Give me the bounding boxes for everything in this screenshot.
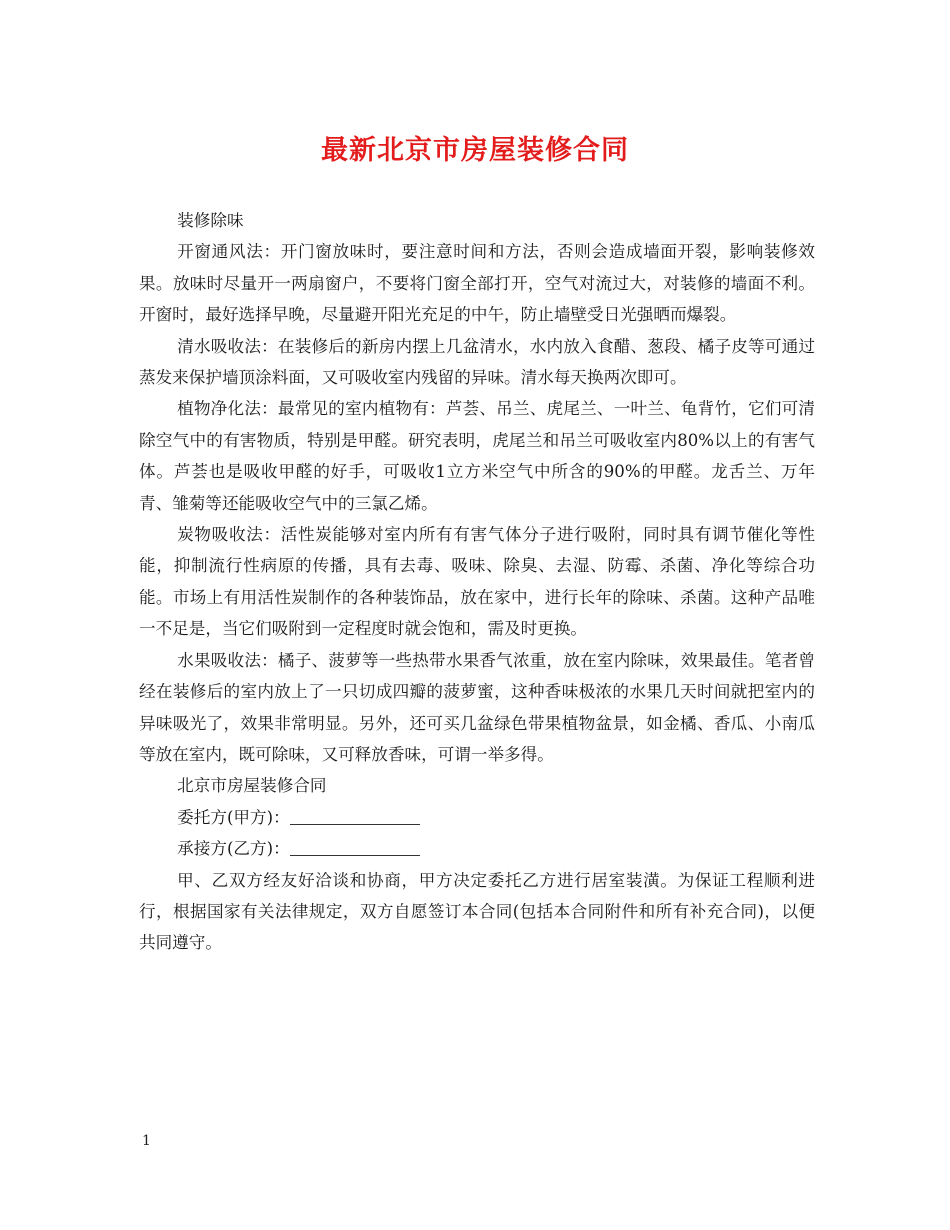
paragraph-agreement: 甲、乙双方经友好洽谈和协商，甲方决定委托乙方进行居室装潢。为保证工程顺利进行，根据国家有关法律规定，双方自愿签订本合同(包括本合同附件和所有补充合同)，以便共同遵守。 <box>139 870 815 953</box>
contract-heading: 北京市房屋装修合同 <box>177 776 327 796</box>
party-b-line <box>139 833 815 864</box>
paragraph-fruit-absorption: 水果吸收法：橘子、菠萝等一些热带水果香气浓重，放在室内除味，效果最佳。笔者曾经在装修后的室内放上了一只切成四瓣的菠萝蜜，这种香味极浓的水果几天时间就把室内的异味吸光了，效果非常明显。另外，还可买几盆绿色带果植物盆景，如金橘、香瓜、小南瓜等放在室内，既可除味，又可释放香味，可谓一举多得。 <box>139 650 815 764</box>
paragraph-charcoal-absorption: 炭物吸收法：活性炭能够对室内所有有害气体分子进行吸附，同时具有调节催化等性能，抑制流行性病原的传播，具有去毒、吸味、除臭、去湿、防霉、杀菌、净化等综合功能。市场上有用活性炭制作的各种装饰品，放在家中，进行长年的除味、杀菌。这种产品唯一不足是，当它们吸附到一定程度时就会饱和，需及时更换。 <box>139 525 815 639</box>
party-a-line <box>139 802 815 833</box>
paragraph-ventilation: 开窗通风法：开门窗放味时，要注意时间和方法，否则会造成墙面开裂，影响装修效果。放味时尽量开一两扇窗户，不要将门窗全部打开，空气对流过大，对装修的墙面不利。开窗时，最好选择早晚，尽量避开阳光充足的中午，防止墙壁受日光强晒而爆裂。 <box>139 242 815 325</box>
paragraph-water-absorption: 清水吸收法：在装修后的新房内摆上几盆清水，水内放入食醋、葱段、橘子皮等可通过蒸发来保护墙顶涂料面，又可吸收室内残留的异味。清水每天换两次即可。 <box>139 336 815 388</box>
document-body <box>139 205 815 959</box>
party-a-label: 委托方(甲方)： <box>177 807 290 827</box>
paragraph-plant-purification: 植物净化法：最常见的室内植物有：芦荟、吊兰、虎尾兰、一叶兰、龟背竹，它们可清除空气中的有害物质，特别是甲醛。研究表明，虎尾兰和吊兰可吸收室内80%以上的有害气体。芦荟也是吸收甲醛的好手，可吸收1立方米空气中所含的90%的甲醛。龙舌兰、万年青、雏菊等还能吸收空气中的三氯乙烯。 <box>139 399 815 513</box>
page-number: 1 <box>142 1133 151 1149</box>
party-b-label: 承接方(乙方)： <box>177 839 290 859</box>
party-b-blank-field <box>290 837 420 856</box>
section-heading-deodorize: 装修除味 <box>177 211 244 230</box>
document-title: 最新北京市房屋装修合同 <box>321 135 629 166</box>
party-a-blank-field <box>290 806 420 825</box>
